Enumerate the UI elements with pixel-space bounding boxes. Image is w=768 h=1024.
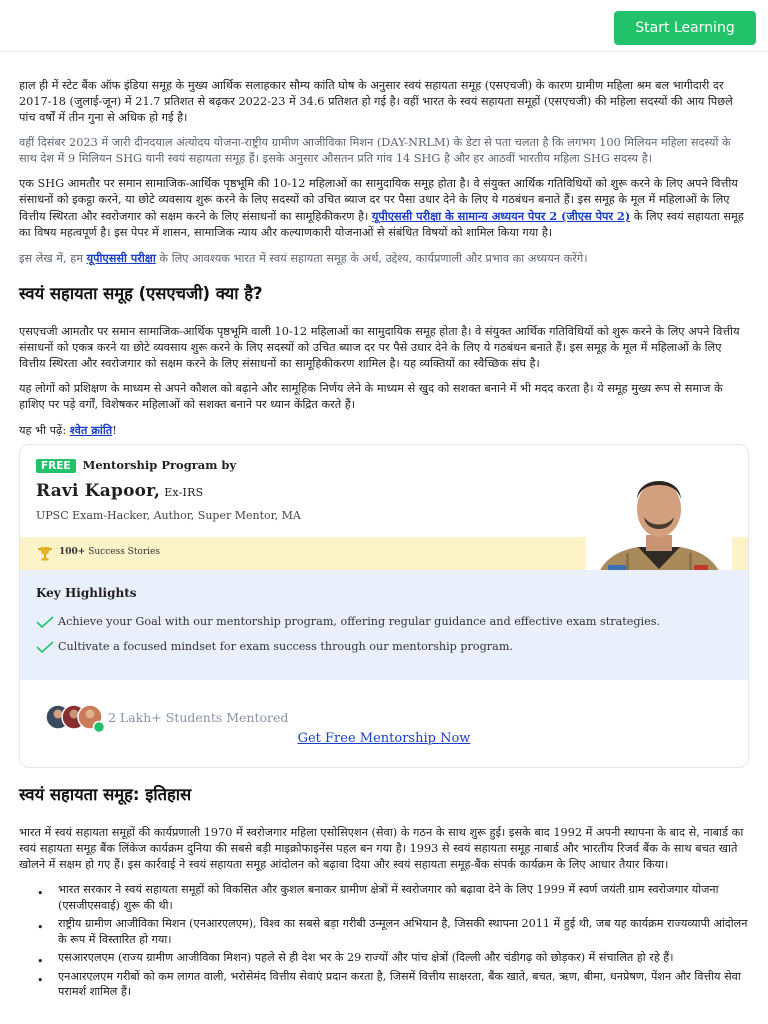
gs-paper-2-link[interactable]: यूपीएससी परीक्षा के सामान्य अध्ययन पेपर 2 (जीएस पेपर 2) [371, 209, 631, 223]
list-item: • एनआरएलएम गरीबों को कम लागत वाली, भरोसेमंद वित्तीय सेवाएं प्रदान करता है, जिसमें वित्तीय साक्षरता, बैंक खाते, बचत, ऋण, बीमा, धनप्रेषण, पेंशन और वित्तीय सेवा परामर्श शामिल हैं। [37, 969, 751, 1000]
intro-paragraph-3-text-b: के लिए स्वयं सहायता समूह का विषय महत्वपूर्ण है। इस पेपर में शासन, सामाजिक न्याय और कल्याणकारी योजनाओं से संबंधित विषयों को शामिल किया गया है। [19, 210, 744, 239]
article-content [19, 78, 751, 1003]
key-highlights-panel [20, 570, 748, 680]
program-label: Mentorship Program by [82, 458, 237, 472]
section1-paragraph-2: यह लोगों को प्रशिक्षण के माध्यम से अपने कौशल को बढ़ाने और सामूहिक निर्णय लेने के माध्यम से खुद को सशक्त बनाने में भी मदद करता है। ये समूह मुख्य रूप से समाज के हाशिए पर पड़े वर्गों, विशेषकर महिलाओं को सशक्त बनाने पर ध्यान केंद्रित करते हैं। [19, 382, 723, 411]
highlight-item [36, 615, 660, 628]
key-highlights-title: Key Highlights [36, 586, 137, 600]
get-free-mentorship-link[interactable]: Get Free Mentorship Now [297, 731, 471, 746]
mentor-name: Ravi Kapoor, [36, 481, 161, 501]
also-read-suffix: ! [112, 424, 117, 437]
intro-paragraph-4-text-b: के लिए आवश्यक भारत में स्वयं सहायता समूह के अर्थ, उद्देश्य, कार्यप्रणाली और प्रभाव का अध्ययन करेंगे। [159, 252, 588, 265]
section-heading-history: स्वयं सहायता समूह: इतिहास [19, 785, 192, 804]
check-icon [36, 616, 54, 628]
upsc-exam-link[interactable]: यूपीएससी परीक्षा [86, 251, 156, 265]
intro-paragraph-4 [19, 250, 751, 267]
white-revolution-link[interactable]: श्वेत क्रांति [69, 423, 113, 437]
program-line [36, 458, 236, 473]
mentor-subtitle: UPSC Exam-Hacker, Author, Super Mentor, MA [36, 509, 301, 522]
list-item: • एसआरएलएम (राज्य ग्रामीण आजीविका मिशन) पहले से ही देश भर के 29 राज्यों और पांच क्षेत्रों (दिल्ली और चंडीगढ़ को छोड़कर) में संचालित हो रहे हैं। [37, 950, 751, 966]
section-heading-what-is-shg: स्वयं सहायता समूह (एसएचजी) क्या है? [19, 284, 263, 303]
highlight-text: Achieve your Goal with our mentorship program, offering regular guidance and effective exam strategies. [58, 615, 661, 628]
also-read-label: यह भी पढ़ें: [19, 424, 67, 437]
students-mentored: 2 Lakh+ Students Mentored [108, 710, 289, 725]
trophy-icon [37, 546, 53, 562]
start-learning-button[interactable]: Start Learning [614, 11, 756, 45]
success-stories [59, 547, 160, 557]
intro-paragraph-4-text-a: इस लेख में, हम [19, 252, 83, 265]
intro-paragraph-3 [19, 176, 751, 241]
highlight-text: Cultivate a focused mindset for exam success through our mentorship program. [58, 640, 513, 653]
intro-paragraph-3-text-a: एक SHG आमतौर पर समान सामाजिक-आर्थिक पृष्ठभूमि की 10-12 महिलाओं का सामुदायिक समूह होता है। वे संयुक्त आर्थिक गतिविधियों को शुरू करने के लिए अपने वित्तीय संसाधनों को इकट्ठा करने, या छोटे व्यवसाय शुरू करने के लिए सदस्यों को उचित ब्याज दर पर पैसा उधार देने के लिए ये गठबंधन बनाते हैं। इस समूह के मूल में महिलाओं के लिए वित्तीय स्थिरता और स्वरोजगार को सक्षम करने के लिए संसाधनों का सामूहिकीकरण है। [19, 177, 738, 223]
section1-paragraph-1: एसएचजी आमतौर पर समान सामाजिक-आर्थिक पृष्ठभूमि वाली 10-12 महिलाओं का सामुदायिक समूह होता है। वे संयुक्त आर्थिक गतिविधियों को शुरू करने के लिए अपने वित्तीय संसाधनों को एकत्र करने या छोटे व्यवसाय शुरू करने के लिए सदस्यों को उचित ब्याज दर पर पैसे उधार देने के लिए ये गठबंधन बनाते हैं। इस समूह के मूल में महिलाओं के लिए वित्तीय स्थिरता और स्वरोजगार को सक्षम करने के लिए संसाधनों का सामूहिकीकरण शामिल है। यह व्यक्तियों का स्वैच्छिक संघ है। [19, 325, 740, 370]
list-item: • राष्ट्रीय ग्रामीण आजीविका मिशन (एनआरएलएम), विश्व का सबसे बड़ा गरीबी उन्मूलन अभियान है, जिसकी स्थापना 2011 में हुई थी, जब यह कार्यक्रम राज्यव्यापी आंदोलन के रूप में विस्तारित हो गया। [37, 916, 751, 947]
check-icon [36, 641, 54, 653]
success-label: Success Stories [88, 547, 160, 557]
also-read [19, 423, 751, 438]
mentor-name-line [36, 481, 203, 501]
history-list [37, 882, 751, 1000]
mentorship-card [19, 444, 749, 768]
mentor-title: Ex-IRS [164, 486, 204, 499]
top-bar [0, 0, 768, 52]
student-avatars [45, 703, 109, 733]
highlight-item [36, 640, 513, 653]
intro-paragraph-1: हाल ही में स्टेट बैंक ऑफ इंडिया समूह के मुख्य आर्थिक सलाहकार सौम्य कांति घोष के अनुसार स्वयं सहायता समूह (एसएचजी) के कारण ग्रामीण महिला श्रम बल भागीदारी दर 2017-18 (जुलाई-जून) में 21.7 प्रतिशत से बढ़कर 2022-23 में 34.6 प्रतिशत हो गई है। वहीं भारत के स्वयं सहायता समूहों (एसएचजी) की महिला सदस्यों की आय पिछले पांच वर्षों में तीन गुना से अधिक हो गई है। [19, 79, 733, 124]
intro-paragraph-2: वहीं दिसंबर 2023 में जारी दीनदयाल अंत्योदय योजना-राष्ट्रीय ग्रामीण आजीविका मिशन (DAY-NRLM) के डेटा से पता चलता है कि लगभग 100 मिलियन महिला सदस्यों के साथ देश में 9 मिलियन SHG यानी स्वयं सहायता समूह हैं। इसके अनुसार औसतन प्रति गांव 14 SHG है और हर आठवीं भारतीय महिला SHG सदस्य है। [19, 136, 731, 165]
free-badge: FREE [36, 459, 76, 473]
success-count: 100+ [59, 547, 86, 557]
list-item: • भारत सरकार ने स्वयं सहायता समूहों को विकसित और कुशल बनाकर ग्रामीण क्षेत्रों में स्वरोजगार को बढ़ावा देने के लिए 1999 में स्वर्ण जयंती ग्राम स्वरोजगार योजना (एसजीएसवाई) शुरू की थी। [37, 882, 751, 913]
section2-paragraph-1: भारत में स्वयं सहायता समूहों की कार्यप्रणाली 1970 में स्वरोजगार महिला एसोसिएशन (सेवा) के गठन के साथ शुरू हुई। इसके बाद 1992 में अपनी स्थापना के बाद से, नाबार्ड का स्वयं सहायता समूह बैंक लिंकेज कार्यक्रम दुनिया की सबसे बड़ी माइक्रोफाइनेंस पहल बन गया है। 1993 से स्वयं सहायता समूह नाबार्ड और भारतीय रिजर्व बैंक के साथ बचत खाते खोलने में सक्षम हो गए हैं। इस कार्रवाई ने स्वयं सहायता समूह आंदोलन को बढ़ावा दिया और स्वयं सहायता समूह-बैंक संपर्क कार्यक्रम के लिए आधार तैयार किया। [19, 826, 744, 871]
